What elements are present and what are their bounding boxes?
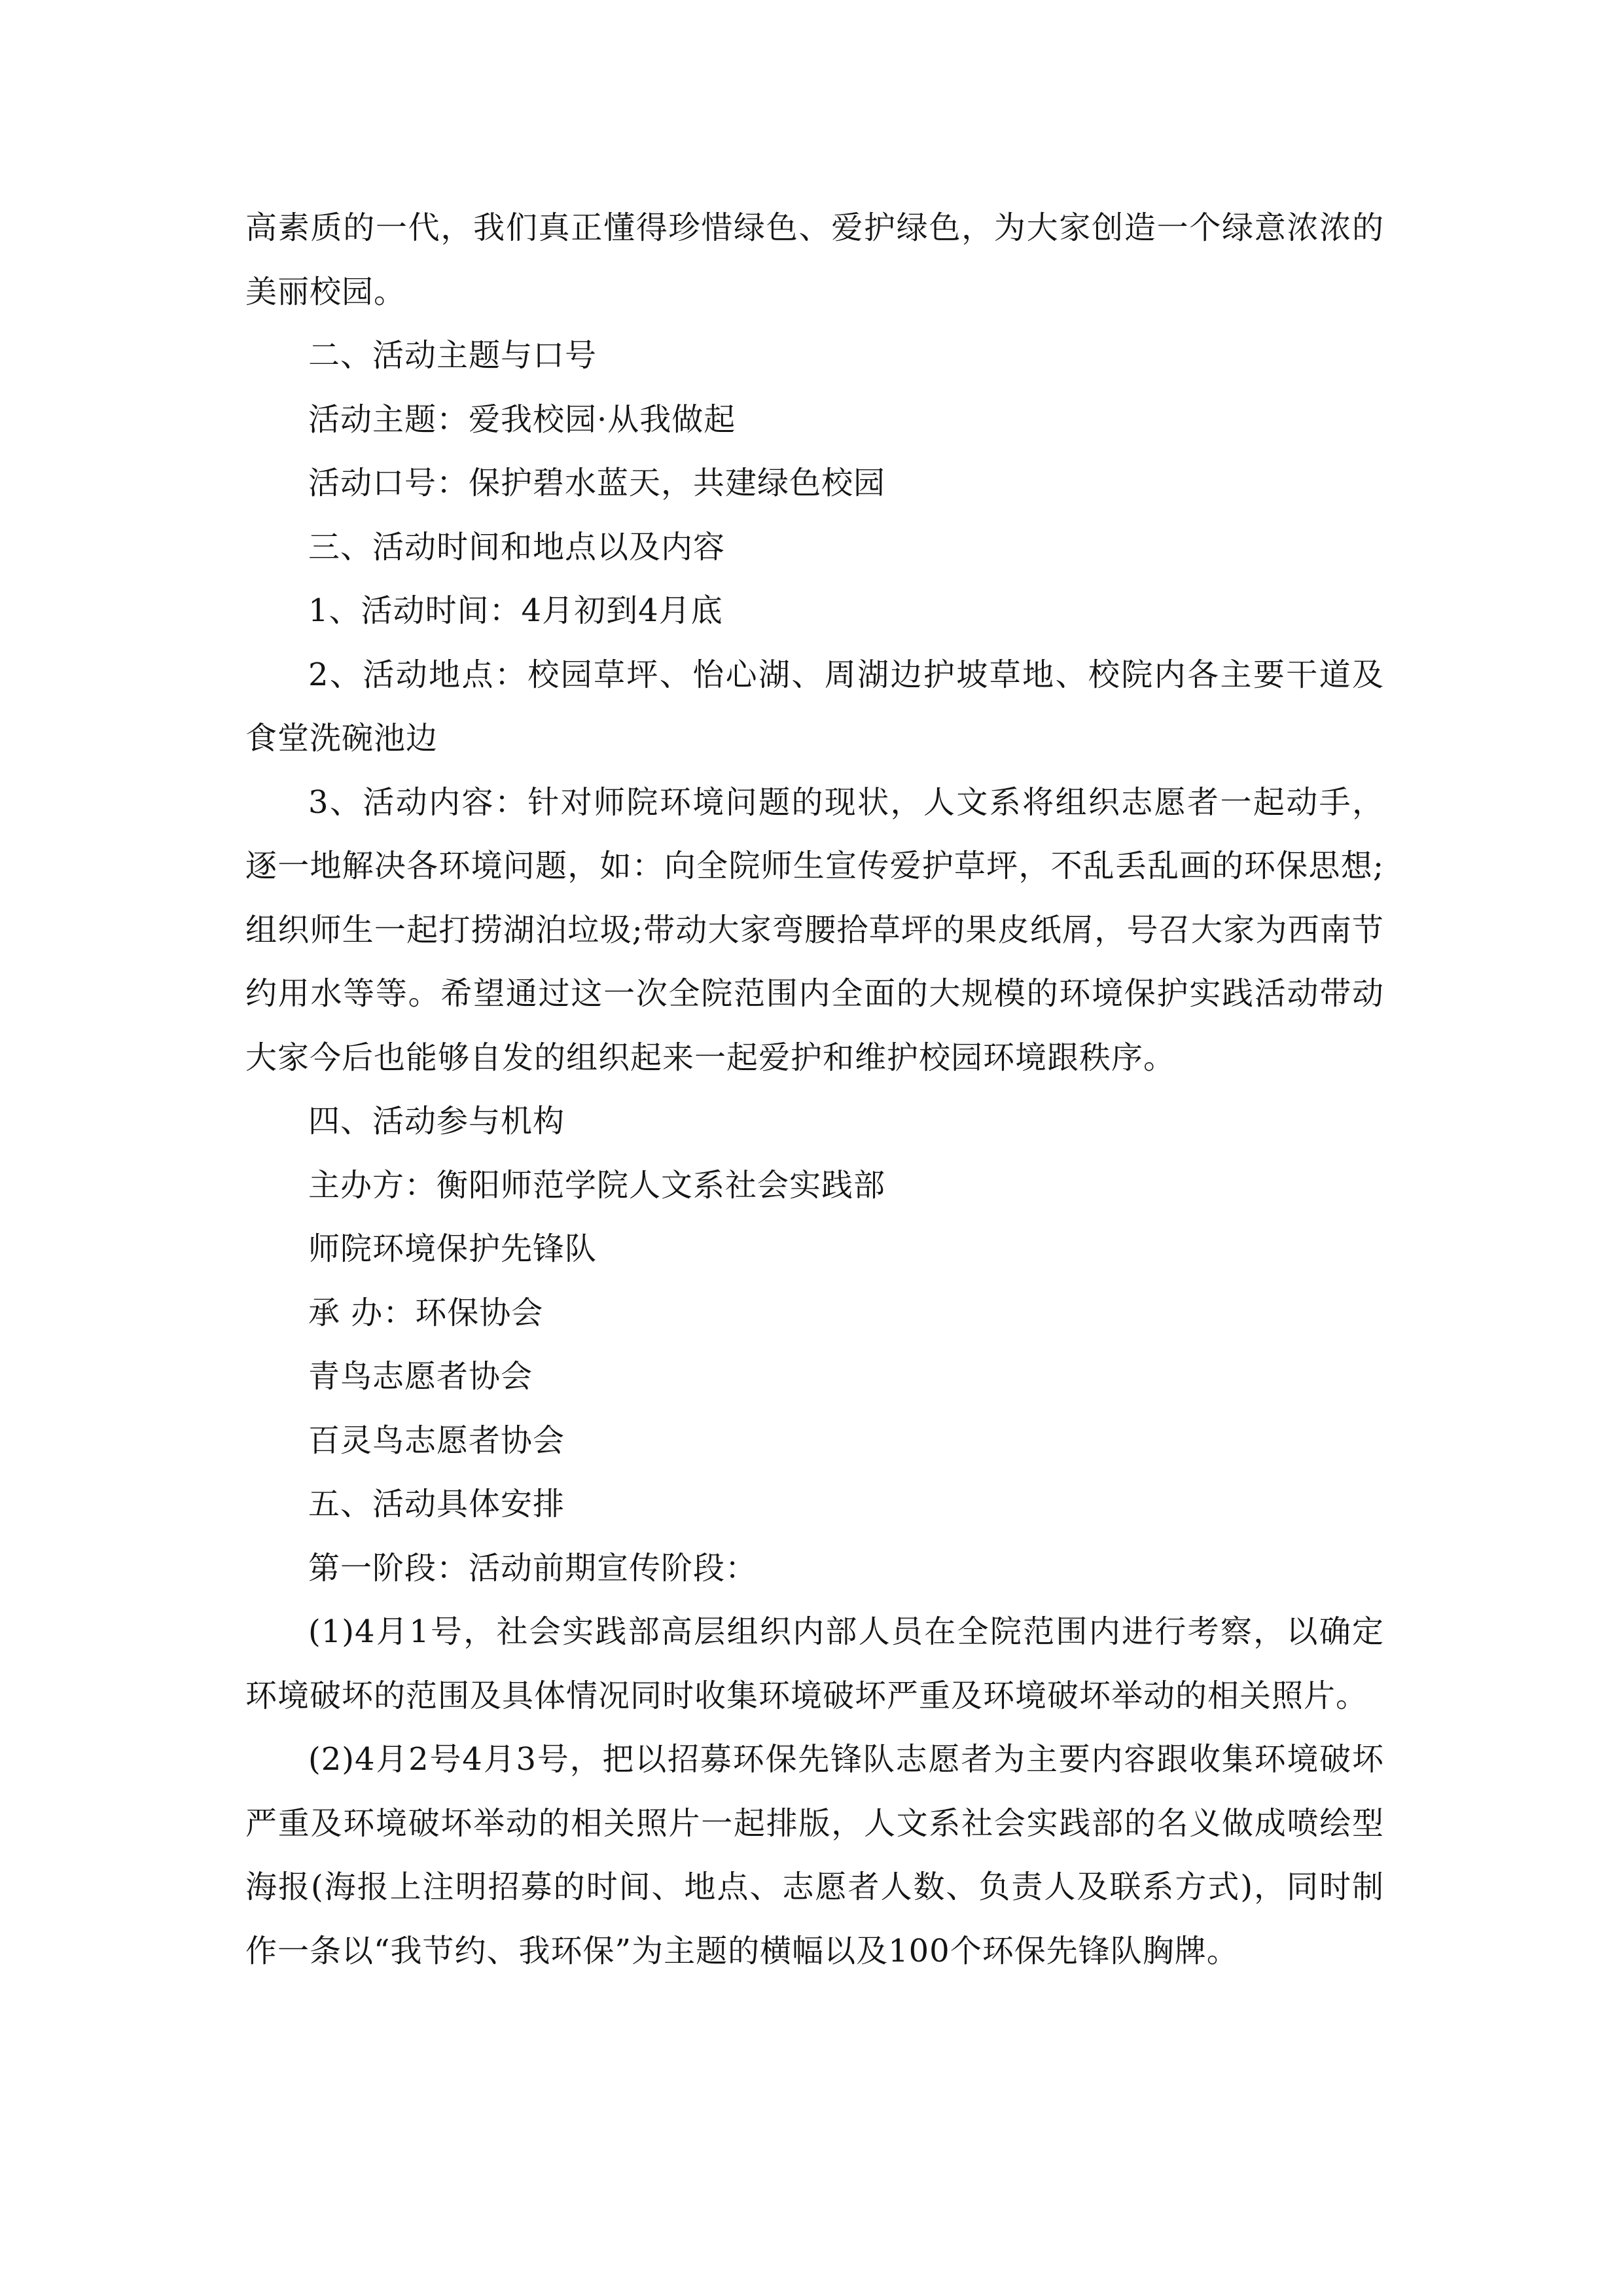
paragraph-activity-location: 2、活动地点：校园草坪、怡心湖、周湖边护坡草地、校院内各主要干道及食堂洗碗池边 — [245, 656, 1384, 757]
paragraph-activity-slogan: 活动口号：保护碧水蓝天，共建绿色校园 — [308, 465, 886, 501]
paragraph-activity-content: 3、活动内容：针对师院环境问题的现状，人文系将组织志愿者一起动手，逐一地解决各环境问题，如：向全院师生宣传爱护草坪，不乱丢乱画的环保思想;组织师生一起打捞湖泊垃圾;带动大家弯腰拾草坪的果皮纸屑，号召大家为西南节约用水等等。希望通过这一次全院范围内全面的大规模的环境保护实践活动带动大家今后也能够自发的组织起来一起爱护和维护校园环境跟秩序。 — [245, 783, 1384, 1076]
heading-section-5: 五、活动具体安排 — [308, 1486, 565, 1522]
paragraph-intro-continuation: 高素质的一代，我们真正懂得珍惜绿色、爱护绿色，为大家创造一个绿意浓浓的美丽校园。 — [245, 209, 1384, 310]
paragraph-organizer: 主办方：衡阳师范学院人文系社会实践部 — [308, 1166, 886, 1204]
paragraph-activity-time: 1、活动时间：4月初到4月底 — [308, 592, 723, 629]
paragraph-activity-theme: 活动主题：爱我校园·从我做起 — [308, 401, 736, 438]
paragraph-co-organizer-3: 百灵鸟志愿者协会 — [308, 1422, 565, 1459]
heading-section-4: 四、活动参与机构 — [308, 1103, 565, 1139]
heading-section-3: 三、活动时间和地点以及内容 — [308, 528, 726, 565]
paragraph-organizer-2: 师院环境保护先锋队 — [308, 1230, 597, 1267]
paragraph-step-1: (1)4月1号，社会实践部高层组织内部人员在全院范围内进行考察，以确定环境破坏的范围及具体情况同时收集环境破坏严重及环境破坏举动的相关照片。 — [245, 1613, 1384, 1714]
paragraph-phase-1: 第一阶段：活动前期宣传阶段： — [308, 1549, 758, 1587]
document-body — [245, 196, 1384, 1983]
paragraph-co-organizer-2: 青鸟志愿者协会 — [308, 1358, 533, 1395]
paragraph-step-2: (2)4月2号4月3号，把以招募环保先锋队志愿者为主要内容跟收集环境破坏严重及环境破坏举动的相关照片一起排版，人文系社会实践部的名义做成喷绘型海报(海报上注明招募的时间、地点、志愿者人数、负责人及联系方式)，同时制作一条以“我节约、我环保”为主题的横幅以及100个环保先锋队胸牌。 — [245, 1741, 1384, 1969]
heading-section-2: 二、活动主题与口号 — [308, 337, 597, 374]
paragraph-co-organizer: 承 办：环保协会 — [308, 1294, 544, 1331]
